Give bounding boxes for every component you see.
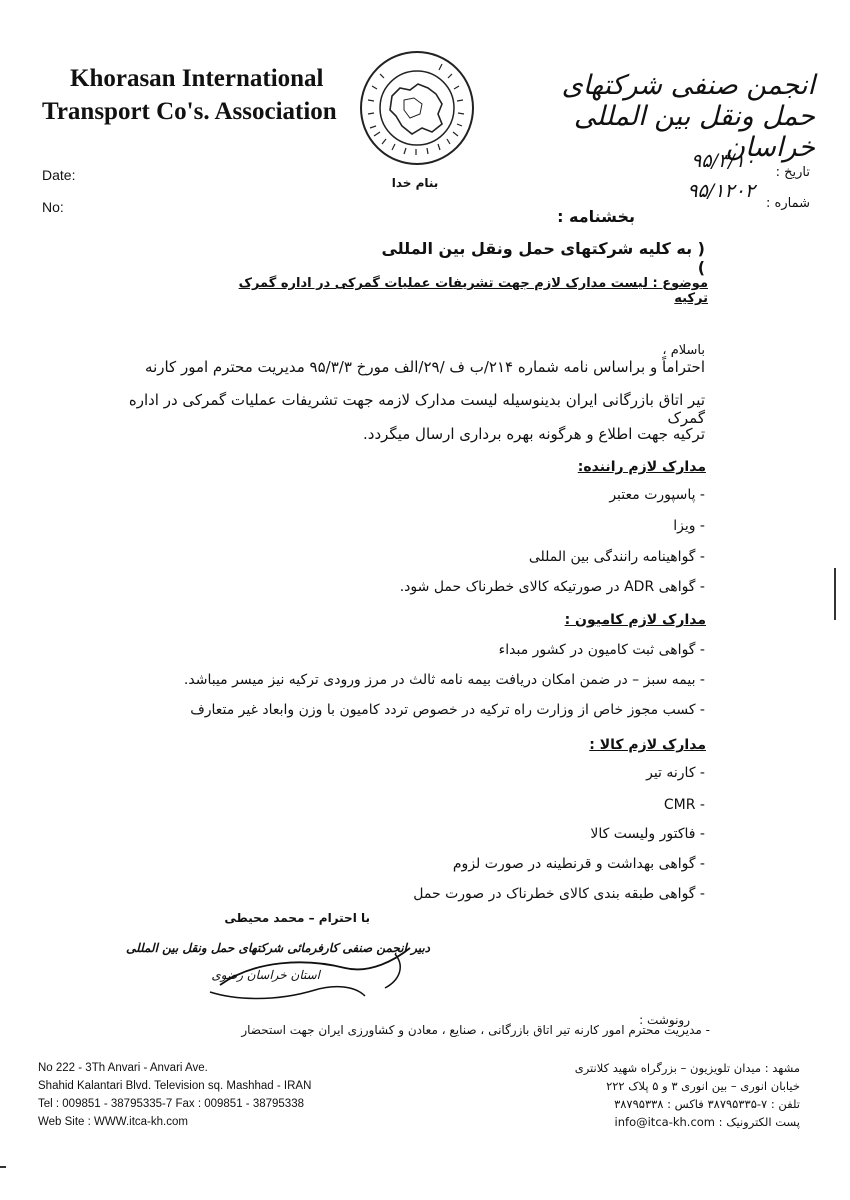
footer-fa-line-4: پست الکترونیک : info@itca-kh.com — [614, 1115, 800, 1129]
date-label-en: Date: — [42, 167, 76, 183]
seal-caption: بنام خدا — [391, 176, 439, 190]
footer-en-line-4: Web Site : WWW.itca-kh.com — [38, 1116, 188, 1128]
list-item: - گواهینامه رانندگی بین المللی — [528, 549, 705, 565]
association-seal — [352, 40, 482, 175]
body-line-1: احتراماً و براساس نامه شماره ۲۱۴/ب ف /۲۹/الف مورخ ۹۵/۳/۳ مدیریت محترم امور کارنه — [145, 358, 705, 376]
section-heading-driver: مدارک لازم راننده: — [577, 459, 706, 475]
cc-label: رونوشت : — [639, 1013, 690, 1027]
footer-fa-line-2: خیابان انوری – بین انوری ۳ و ۵ پلاک ۲۲۲ — [606, 1079, 800, 1093]
section-heading-cargo: مدارک لازم کالا : — [589, 737, 706, 753]
footer-en-line-1: No 222 - 3Th Anvari - Anvari Ave. — [38, 1062, 208, 1074]
seal-emblem-icon — [352, 40, 482, 175]
list-item-text: کسب مجوز خاص از وزارت راه ترکیه در خصوص تردد کامیون با وزن وابعاد غیر متعارف — [190, 702, 696, 718]
list-item-text: پاسپورت معتبر — [609, 487, 696, 503]
list-item: - فاکتور ولیست کالا — [590, 826, 705, 842]
footer-fa-line-1: مشهد : میدان تلویزیون – بزرگراه شهید کلانتری — [574, 1061, 800, 1075]
footer-en-line-2: Shahid Kalantari Blvd. Television sq. Mashhad - IRAN — [38, 1080, 312, 1092]
list-item: - بیمه سبز – در ضمن امکان دریافت بیمه نامه ثالث در مرز ورودی ترکیه نیز میسر میباشد. — [183, 672, 705, 688]
scan-mark — [0, 1166, 6, 1168]
scan-mark — [834, 568, 836, 620]
list-item: - کسب مجوز خاص از وزارت راه ترکیه در خصوص تردد کامیون با وزن وابعاد غیر متعارف — [190, 702, 705, 718]
persian-association-name: انجمن صنفی شرکتهای حمل ونقل بین المللی خراسان — [561, 70, 815, 163]
signature-icon — [195, 940, 425, 1010]
body-line-3: ترکیه جهت اطلاع و هرگونه بهره برداری ارسال میگردد. — [363, 425, 705, 443]
list-item-text: گواهی طبقه بندی کالای خطرناک در صورت حمل — [413, 886, 696, 902]
list-item-text: گواهی ثبت کامیون در کشور مبداء — [498, 642, 696, 658]
list-item: - CMR — [663, 797, 705, 813]
body-line-2: تیر اتاق بازرگانی ایران بدینوسیله لیست مدارک لازمه جهت تشریفات عملیات گمرکی در اداره گمرک — [128, 391, 705, 427]
list-item-text: بیمه سبز – در ضمن امکان دریافت بیمه نامه ثالث در مرز ورودی ترکیه نیز میسر میباشد. — [183, 672, 696, 688]
list-item-text: فاکتور ولیست کالا — [590, 826, 696, 842]
footer-address-fa — [560, 1059, 800, 1131]
list-item: - گواهی ثبت کامیون در کشور مبداء — [498, 642, 705, 658]
list-item: - کارنه تیر — [646, 765, 705, 781]
greeting: باسلام ، — [662, 343, 705, 358]
footer-address-en — [38, 1059, 358, 1131]
closing-line: با احترام – محمد محیطی — [224, 911, 370, 925]
footer-fa-line-3: تلفن : ۷-۳۸۷۹۵۳۳۵ فاکس : ۳۸۷۹۵۳۳۸ — [614, 1097, 800, 1111]
date-value: ۹۵/۳/۱۰ — [691, 150, 755, 172]
recipient-line: ( به کلیه شرکتهای حمل ونقل بین المللی ) — [381, 239, 705, 277]
list-item-text: گواهی ADR در صورتیکه کالای خطرناک حمل شود. — [399, 579, 696, 595]
list-item-text: گواهی بهداشت و قرنطینه در صورت لزوم — [452, 856, 696, 872]
circular-title: بخشنامه : — [557, 207, 635, 226]
cc-item-text: مدیریت محترم امور کارنه تیر اتاق بازرگانی ، صنایع ، معادن و کشاورزی ایران جهت استحضار — [241, 1023, 702, 1037]
list-item: - گواهی ADR در صورتیکه کالای خطرناک حمل شود. — [399, 579, 705, 595]
list-item-text: گواهینامه رانندگی بین المللی — [528, 549, 696, 565]
english-name-line1: Khorasan International — [70, 65, 324, 92]
list-item: - گواهی بهداشت و قرنطینه در صورت لزوم — [452, 856, 705, 872]
english-name-line2: Transport Co's. Association — [42, 98, 337, 125]
list-item: - ویزا — [673, 518, 705, 534]
number-label-fa: شماره : — [766, 196, 810, 211]
subject-line: موضوع : لیست مدارک لازم جهت تشریفات عملیات گمرکی در اداره گمرک ترکیه — [238, 276, 708, 306]
list-item: - گواهی طبقه بندی کالای خطرناک در صورت حمل — [413, 886, 705, 902]
signature-scribble-text: استان خراسان رضوی — [211, 968, 320, 982]
list-item: - پاسپورت معتبر — [609, 487, 705, 503]
list-item-text: ویزا — [673, 518, 696, 534]
list-item-text: CMR — [663, 797, 696, 813]
cc-item: - مدیریت محترم امور کارنه تیر اتاق بازرگانی ، صنایع ، معادن و کشاورزی ایران جهت استحضار — [241, 1023, 710, 1037]
list-item-text: کارنه تیر — [646, 765, 696, 781]
signatory-title: دبیر انجمن صنفی کارفرمائی شرکتهای حمل ونقل بین المللی — [126, 941, 430, 955]
number-label-en: No: — [42, 199, 64, 215]
footer-en-line-3: Tel : 009851 - 38795335-7 Fax : 009851 - 38795338 — [38, 1098, 304, 1110]
date-label-fa: تاریخ : — [775, 165, 810, 180]
section-heading-truck: مدارک لازم کامیون : — [564, 612, 706, 628]
number-value: ۹۵/۱۲۰۲ — [687, 180, 755, 202]
